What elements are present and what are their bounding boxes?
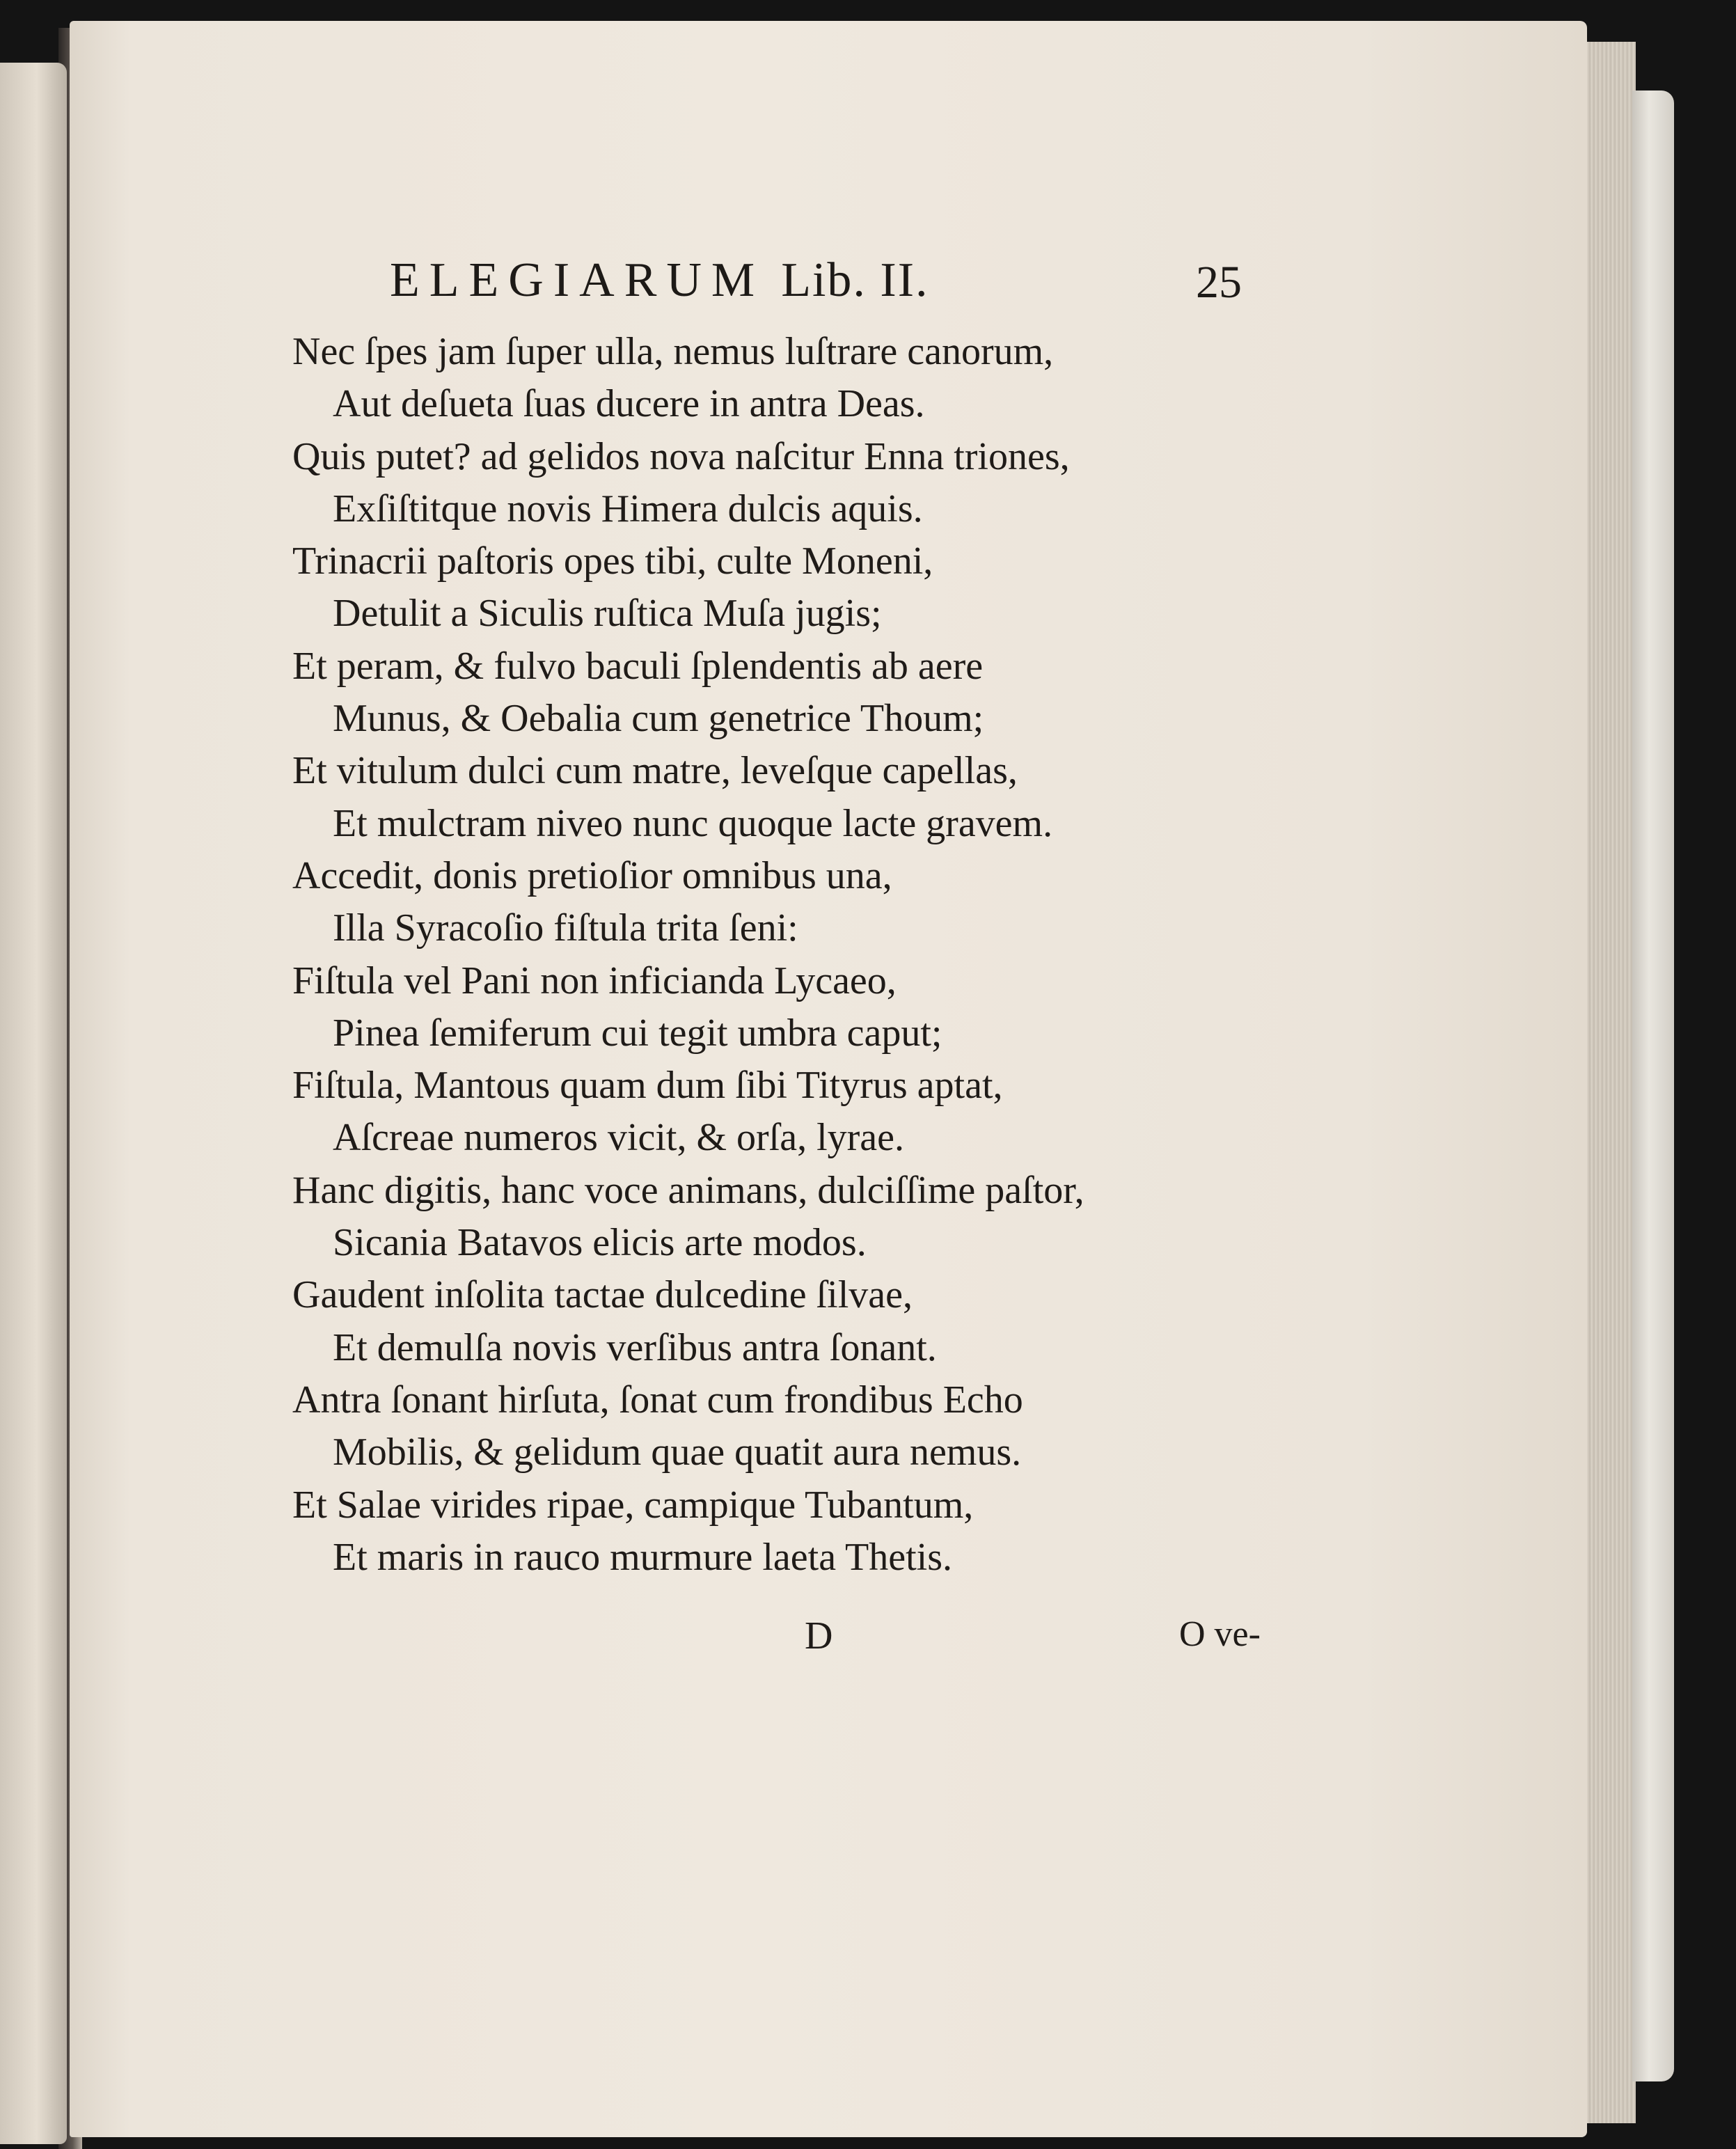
page-number: 25 bbox=[1196, 257, 1242, 308]
verse-line: Et vitulum dulci cum matre, leveſque capellas, bbox=[292, 749, 1018, 793]
left-page-edge bbox=[0, 63, 67, 2144]
verse-line: Mobilis, & gelidum quae quatit aura nemus. bbox=[333, 1431, 1022, 1474]
cover-edge bbox=[1632, 90, 1674, 2081]
verse-line: Illa Syracoſio fiſtula trita ſeni: bbox=[333, 906, 798, 950]
verse-line: Quis putet? ad gelidos nova naſcitur Enna triones, bbox=[292, 434, 1070, 478]
page-stack-edge bbox=[1584, 42, 1636, 2123]
signature-mark: D bbox=[805, 1614, 833, 1658]
verse-line: Fiſtula vel Pani non inficianda Lycaeo, bbox=[292, 959, 897, 1002]
verse-line: Trinacrii paſtoris opes tibi, culte Moneni, bbox=[292, 540, 933, 583]
verse-line: Et maris in rauco murmure laeta Thetis. bbox=[333, 1535, 953, 1579]
running-head-title: ELEGIARUM bbox=[390, 253, 765, 307]
verse-line: Antra ſonant hirſuta, ſonat cum frondibus Echo bbox=[292, 1378, 1023, 1422]
verse-block bbox=[292, 326, 1253, 1584]
verse-line: Et Salae virides ripae, campique Tubantum, bbox=[292, 1483, 974, 1527]
verse-line: Sicania Batavos elicis arte modos. bbox=[333, 1221, 867, 1265]
verse-line: Et demulſa novis verſibus antra ſonant. bbox=[333, 1325, 937, 1369]
verse-line: Munus, & Oebalia cum genetrice Thoum; bbox=[333, 697, 984, 741]
verse-line: Detulit a Siculis ruſtica Muſa jugis; bbox=[333, 592, 882, 636]
verse-line: Et mulctram niveo nunc quoque lacte gravem. bbox=[333, 801, 1053, 845]
verse-line: Nec ſpes jam ſuper ulla, nemus luſtrare canorum, bbox=[292, 330, 1054, 373]
verse-line: Accedit, donis pretioſior omnibus una, bbox=[292, 853, 892, 897]
running-head-book: Lib. II. bbox=[781, 253, 929, 307]
catchword: O ve- bbox=[1179, 1614, 1261, 1654]
verse-line: Aut deſueta ſuas ducere in antra Deas. bbox=[333, 382, 925, 426]
verse-line: Exſiſtitque novis Himera dulcis aquis. bbox=[333, 487, 923, 530]
verse-line: Aſcreae numeros vicit, & orſa, lyrae. bbox=[333, 1116, 904, 1160]
verse-line: Et peram, & fulvo baculi ſplendentis ab aere bbox=[292, 644, 984, 688]
verse-line: Hanc digitis, hanc voce animans, dulciſſime paſtor, bbox=[292, 1168, 1084, 1212]
verse-line: Pinea ſemiferum cui tegit umbra caput; bbox=[333, 1011, 942, 1055]
verse-line: Fiſtula, Mantous quam dum ſibi Tityrus aptat, bbox=[292, 1064, 1003, 1108]
running-head bbox=[390, 253, 929, 308]
verse-line: Gaudent inſolita tactae dulcedine ſilvae, bbox=[292, 1273, 913, 1317]
